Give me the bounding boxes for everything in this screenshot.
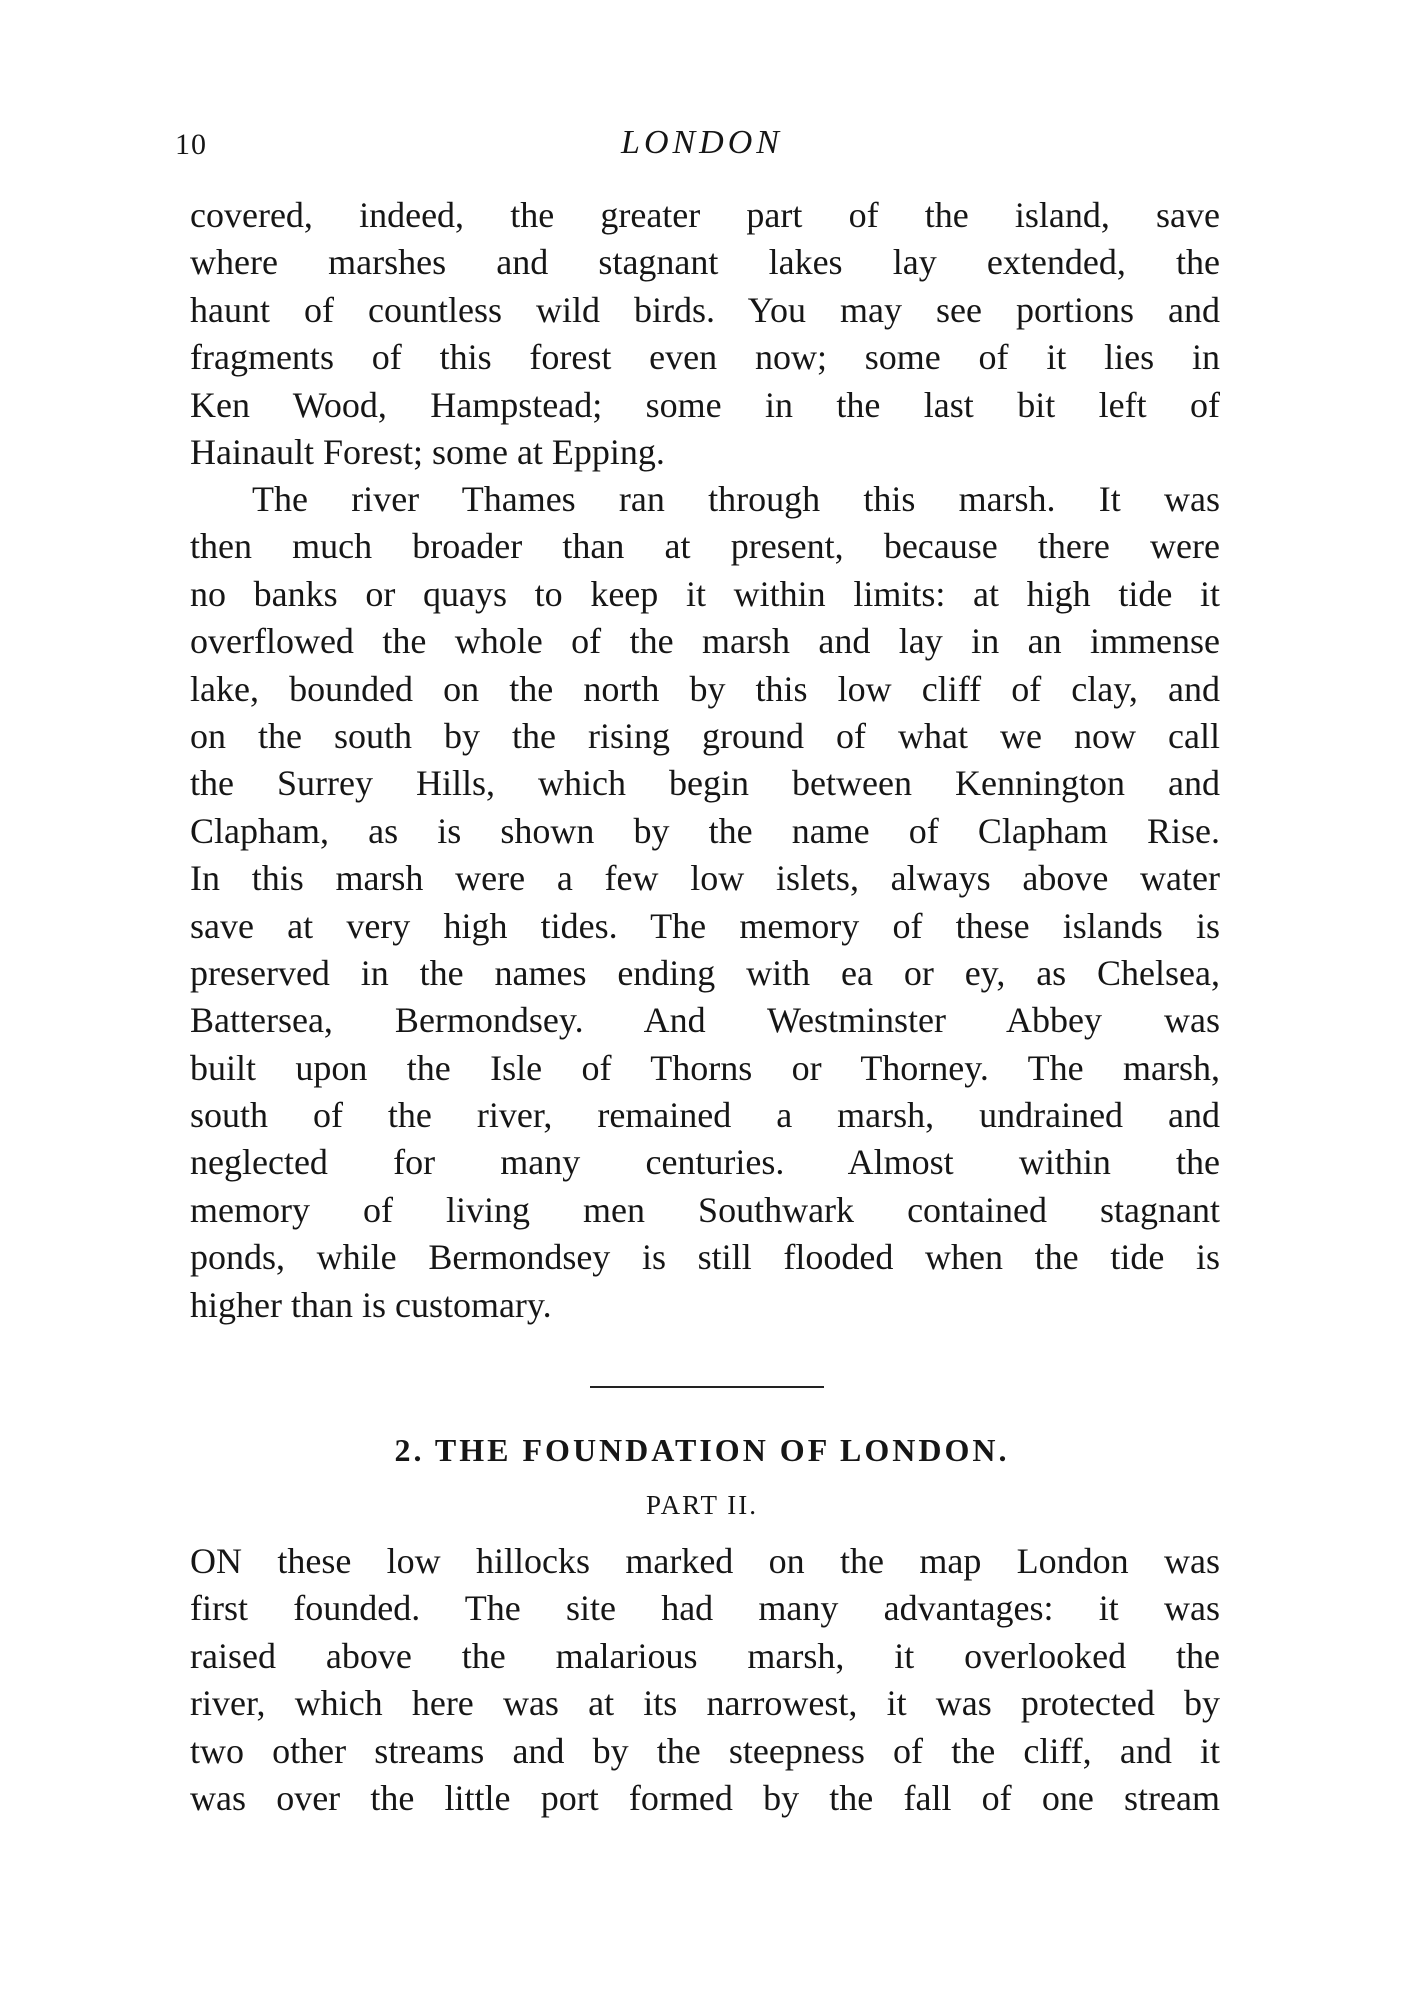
text-line: overflowed the whole of the marsh and lay in an immense bbox=[190, 621, 1220, 662]
text-line: river, which here was at its narrowest, it was protected by bbox=[190, 1683, 1220, 1724]
text-line: neglected for many centuries. Almost within the bbox=[190, 1142, 1220, 1183]
text-line: no banks or quays to keep it within limits: at high tide it bbox=[190, 573, 1220, 614]
text-line: fragments of this forest even now; some of it lies in bbox=[190, 337, 1220, 378]
text-line: Clapham, as is shown by the name of Clapham Rise. bbox=[190, 810, 1220, 851]
text-line: The river Thames ran through this marsh. It was bbox=[252, 479, 1220, 519]
text-line: lake, bounded on the north by this low cliff of clay, and bbox=[190, 668, 1220, 709]
text-line: south of the river, remained a marsh, undrained and bbox=[190, 1095, 1220, 1136]
text-line: where marshes and stagnant lakes lay extended, the bbox=[190, 242, 1220, 283]
text-line: Hainault Forest; some at Epping. bbox=[190, 431, 665, 472]
text-line: higher than is customary. bbox=[190, 1284, 552, 1325]
page-number: 10 bbox=[175, 128, 207, 161]
text-line: ON these low hillocks marked on the map London was bbox=[190, 1541, 1220, 1581]
text-line: two other streams and by the steepness of the cliff, and it bbox=[190, 1730, 1220, 1771]
text-line: on the south by the rising ground of what we now call bbox=[190, 715, 1220, 756]
paragraph-1 bbox=[190, 192, 1220, 476]
text-line: then much broader than at present, because there were bbox=[190, 526, 1220, 567]
text-line: haunt of countless wild birds. You may see portions and bbox=[190, 289, 1220, 330]
text-line: built upon the Isle of Thorns or Thorney. The marsh, bbox=[190, 1047, 1220, 1088]
text-line: save at very high tides. The memory of these islands is bbox=[190, 905, 1220, 946]
text-line: preserved in the names ending with ea or ey, as Chelsea, bbox=[190, 952, 1220, 993]
text-line: Ken Wood, Hampstead; some in the last bit left of bbox=[190, 384, 1220, 425]
text-line: ponds, while Bermondsey is still flooded when the tide is bbox=[190, 1237, 1220, 1278]
text-line: covered, indeed, the greater part of the island, save bbox=[190, 195, 1220, 235]
text-line: first founded. The site had many advantages: it was bbox=[190, 1588, 1220, 1629]
text-line: the Surrey Hills, which begin between Kennington and bbox=[190, 763, 1220, 804]
text-line: raised above the malarious marsh, it overlooked the bbox=[190, 1635, 1220, 1676]
paragraph-3 bbox=[190, 1538, 1220, 1822]
section-heading: 2. THE FOUNDATION OF LONDON. bbox=[394, 1432, 1010, 1468]
text-line: was over the little port formed by the fall of one stream bbox=[190, 1777, 1220, 1818]
text-line: memory of living men Southwark contained stagnant bbox=[190, 1189, 1220, 1230]
part-heading: PART II. bbox=[646, 1490, 758, 1520]
text-line: In this marsh were a few low islets, always above water bbox=[190, 858, 1220, 899]
text-line: Battersea, Bermondsey. And Westminster Abbey was bbox=[190, 1000, 1220, 1041]
paragraph-2 bbox=[190, 476, 1220, 1329]
section-divider bbox=[590, 1386, 824, 1388]
running-head: LONDON bbox=[621, 124, 783, 161]
